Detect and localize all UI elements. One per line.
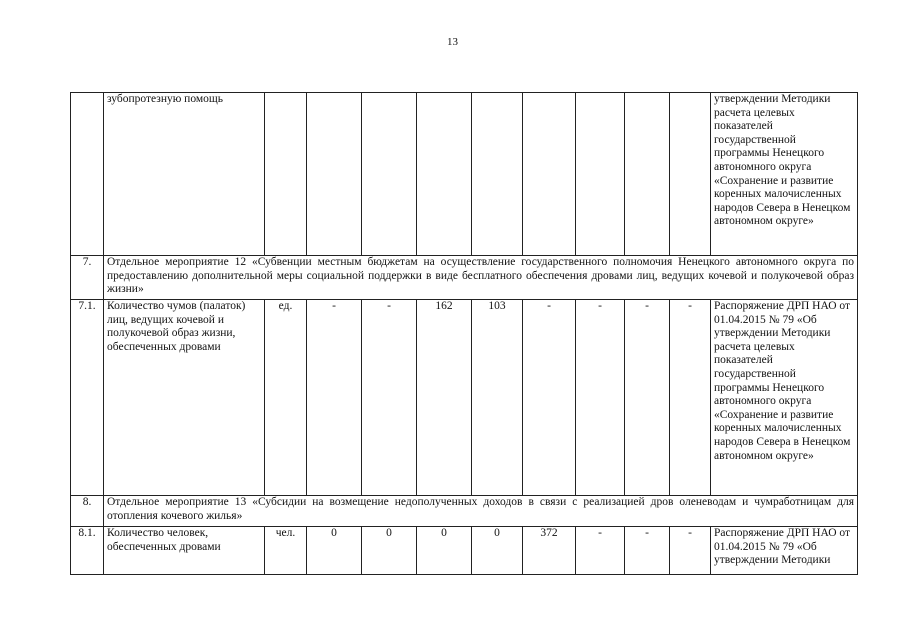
table-row xyxy=(71,93,858,256)
value-cell: 162 xyxy=(417,300,472,496)
value-cell xyxy=(625,93,670,256)
indicator-name: Количество чумов (палаток) лиц, ведущих кочевой и полукочевой образ жизни, обеспеченных дровами xyxy=(104,300,265,496)
table-row xyxy=(71,527,858,575)
value-cell: - xyxy=(523,300,576,496)
value-cell: - xyxy=(576,300,625,496)
row-number: 8. xyxy=(71,496,104,527)
value-cell: - xyxy=(625,527,670,575)
unit-cell xyxy=(265,93,307,256)
table-row xyxy=(71,300,858,496)
value-cell: 0 xyxy=(307,527,362,575)
basis-cell: Распоряжение ДРП НАО от 01.04.2015 № 79 «Об утверждении Методики xyxy=(711,527,858,575)
value-cell: - xyxy=(670,527,711,575)
unit-cell: чел. xyxy=(265,527,307,575)
event-description: Отдельное мероприятие 12 «Субвенции местным бюджетам на осуществление государственного полномочия Ненецкого автономного округа по предоставлению дополнительной меры социальной поддержки в виде бесплатного обеспечения дровами лиц, ведущих кочевой и полукочевой образ жизни» xyxy=(104,256,858,300)
value-cell xyxy=(576,93,625,256)
value-cell xyxy=(670,93,711,256)
value-cell xyxy=(472,93,523,256)
basis-cell: Распоряжение ДРП НАО от 01.04.2015 № 79 «Об утверждении Методики расчета целевых показателей государственной программы Ненецкого автономного округа «Сохранение и развитие коренных малочисленных народов Севера в Ненецком автономном округе» xyxy=(711,300,858,496)
value-cell: 0 xyxy=(417,527,472,575)
indicator-name: зубопротезную помощь xyxy=(104,93,265,256)
value-cell: - xyxy=(625,300,670,496)
value-cell xyxy=(417,93,472,256)
row-number: 8.1. xyxy=(71,527,104,575)
value-cell: 372 xyxy=(523,527,576,575)
row-number: 7.1. xyxy=(71,300,104,496)
indicator-name: Количество человек, обеспеченных дровами xyxy=(104,527,265,575)
basis-cell: утверждении Методики расчета целевых показателей государственной программы Ненецкого автономного округа «Сохранение и развитие коренных малочисленных народов Севера в Ненецком автономном округе» xyxy=(711,93,858,256)
row-number xyxy=(71,93,104,256)
value-cell: 103 xyxy=(472,300,523,496)
value-cell: - xyxy=(362,300,417,496)
value-cell: - xyxy=(576,527,625,575)
value-cell: - xyxy=(307,300,362,496)
value-cell xyxy=(523,93,576,256)
page-number: 13 xyxy=(447,36,458,48)
value-cell xyxy=(362,93,417,256)
indicators-table xyxy=(70,92,858,575)
value-cell: - xyxy=(670,300,711,496)
value-cell xyxy=(307,93,362,256)
event-description: Отдельное мероприятие 13 «Субсидии на возмещение недополученных доходов в связи с реализацией дров оленеводам и чумработницам для отопления кочевого жилья» xyxy=(104,496,858,527)
value-cell: 0 xyxy=(472,527,523,575)
table-row xyxy=(71,256,858,300)
row-number: 7. xyxy=(71,256,104,300)
table-row xyxy=(71,496,858,527)
unit-cell: ед. xyxy=(265,300,307,496)
value-cell: 0 xyxy=(362,527,417,575)
